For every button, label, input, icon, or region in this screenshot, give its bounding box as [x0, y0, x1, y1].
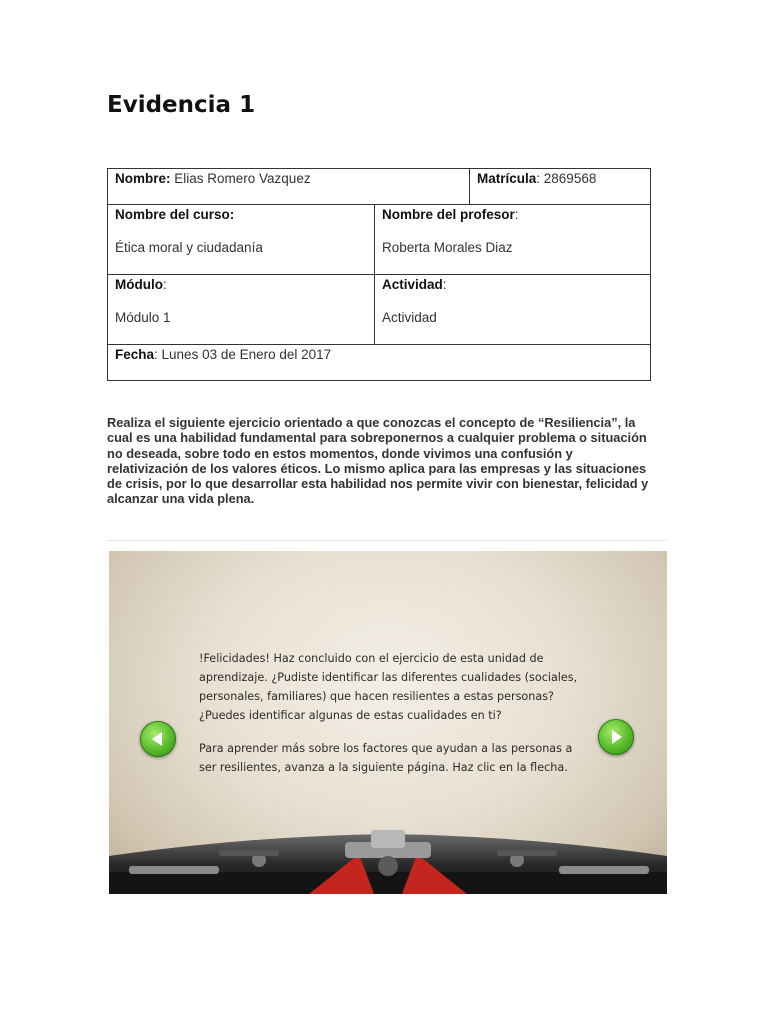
course-value: Ética moral y ciudadanía: [115, 240, 263, 255]
date-label: Fecha: [115, 347, 155, 362]
module-colon: :: [162, 277, 167, 292]
name-value: Elias Romero Vazquez: [170, 171, 311, 186]
student-info-table: [107, 168, 651, 381]
intro-paragraph: Realiza el siguiente ejercicio orientado a que conozcas el concepto de “Resiliencia”, la cual es una habilidad fundamental para sobreponernos a cualquier problema o situación no deseada, sobre todo en estos momentos, donde vivimos una confusión y relativización de los valores éticos. Lo mismo aplica para las empresas y las situaciones de crisis, por lo que desarrollar esta habilidad nos permite vivir con bienestar, felicidad y alcanzar una vida plena.: [107, 415, 649, 507]
activity-colon: :: [442, 277, 447, 292]
matricula-value: : 2869568: [536, 171, 597, 186]
module-label: Módulo: [115, 277, 163, 292]
previous-arrow-button[interactable]: [140, 721, 176, 757]
slide-text: [199, 649, 579, 791]
page-title: Evidencia 1: [107, 92, 256, 118]
teacher-label: Nombre del profesor: [382, 207, 515, 222]
teacher-value: Roberta Morales Diaz: [382, 240, 513, 255]
slide-paragraph-1: !Felicidades! Haz concluido con el ejercicio de esta unidad de aprendizaje. ¿Pudiste identificar las diferentes cualidades (sociales, personales, familiares) que hacen resilientes a estas personas? ¿Puedes identificar algunas de estas cualidades en ti?: [199, 652, 578, 722]
arrow-left-icon: [141, 722, 175, 756]
arrow-right-icon: [599, 720, 633, 754]
course-cell: [108, 205, 375, 275]
activity-value: Actividad: [382, 310, 437, 325]
activity-label: Actividad: [382, 277, 443, 292]
divider: [107, 540, 667, 541]
date-cell: [108, 345, 651, 381]
module-cell: [108, 275, 375, 345]
teacher-colon: :: [514, 207, 519, 222]
name-cell: [108, 169, 470, 205]
next-arrow-button[interactable]: [598, 719, 634, 755]
date-value: : Lunes 03 de Enero del 2017: [154, 347, 332, 362]
course-label: Nombre del curso:: [115, 207, 235, 222]
matricula-label: Matrícula: [477, 171, 537, 186]
module-value: Módulo 1: [115, 310, 171, 325]
typewriter-image: [109, 816, 667, 894]
matricula-cell: [470, 169, 651, 205]
name-label: Nombre:: [115, 171, 171, 186]
activity-slide: [109, 551, 667, 894]
teacher-cell: [375, 205, 651, 275]
activity-cell: [375, 275, 651, 345]
slide-paragraph-2: Para aprender más sobre los factores que ayudan a las personas a ser resilientes, avanza a la siguiente página. Haz clic en la flecha.: [199, 742, 573, 774]
